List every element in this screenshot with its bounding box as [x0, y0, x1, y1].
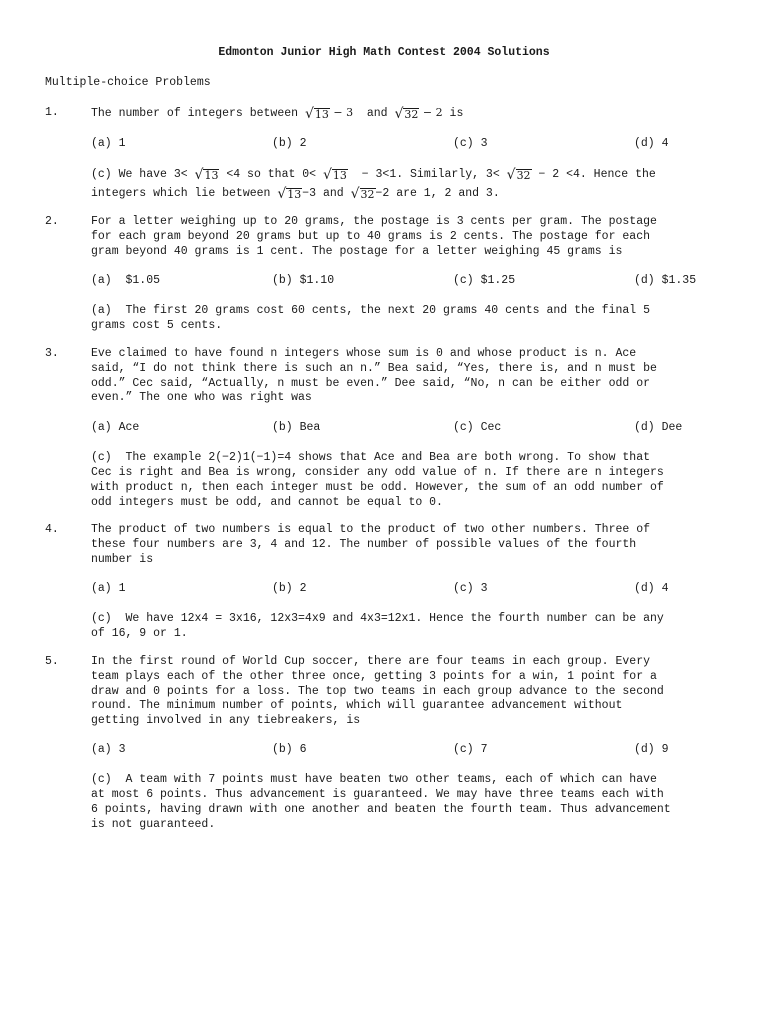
problem-stem: For a letter weighing up to 20 grams, the postage is 3 cents per gram. The postage for each gram beyond 20 grams but up to 40 grams is 2 cents. The postage for each gram beyond 40 grams is 1 cent. The postage for a letter weighing 45 grams is [91, 215, 657, 258]
choice-d: (d) Dee [634, 421, 683, 434]
solution-2: (a) The first 20 grams cost 60 cents, the next 20 grams 40 cents and the final 5 grams cost 5 cents. [91, 304, 650, 332]
choice-c: (c) 3 [453, 582, 488, 595]
problem-stem: In the first round of World Cup soccer, there are four teams in each group. Every team plays each of the other three once, getting 3 points for a win, 1 point for a draw and 0 points for a loss. The top two teams in each group advance to the second round. The minimum number of points, which will guarantee advancement without getting involved in any tiebreakers, is [91, 655, 664, 728]
answer-choices [0, 582, 768, 597]
choice-b: (b) 2 [272, 582, 307, 595]
problem-number: 1. [45, 106, 59, 119]
sqrt-expression: √32 [394, 106, 419, 122]
choice-a: (a) $1.05 [91, 274, 161, 287]
choice-b: (b) Bea [272, 421, 321, 434]
choice-a: (a) Ace [91, 421, 140, 434]
choice-c: (c) 3 [453, 137, 488, 150]
solution-4: (c) We have 12x4 = 3x16, 12x3=4x9 and 4x3=12x1. Hence the fourth number can be any of 16, 9 or 1. [91, 612, 664, 640]
choice-c: (c) $1.25 [453, 274, 516, 287]
answer-choices [0, 274, 768, 289]
choice-d: (d) 4 [634, 137, 669, 150]
choice-a: (a) 3 [91, 743, 126, 756]
choice-b: (b) 6 [272, 743, 307, 756]
choice-b: (b) $1.10 [272, 274, 335, 287]
problem-stem: Eve claimed to have found n integers whose sum is 0 and whose product is n. Ace said, “I do not think there is such an n.” Bea said, “Yes, there is, and n must be odd.” Cec said, “Actually, n must be even.” Dee said, “No, n can be either odd or even.” The one who was right was [91, 347, 657, 405]
problem-number: 4. [45, 523, 59, 536]
choice-c: (c) Cec [453, 421, 502, 434]
choice-a: (a) 1 [91, 137, 126, 150]
answer-choices [0, 743, 768, 758]
page-title: Edmonton Junior High Math Contest 2004 Solutions [218, 46, 550, 59]
problem-number: 5. [45, 655, 59, 668]
choice-d: (d) 9 [634, 743, 669, 756]
answer-choices [0, 137, 768, 152]
section-heading: Multiple-choice Problems [45, 76, 211, 89]
problem-number: 3. [45, 347, 59, 360]
answer-choices [0, 421, 768, 436]
solution-5: (c) A team with 7 points must have beaten two other teams, each of which can have at most 6 points. Thus advancement is guaranteed. We may have three teams each with 6 points, having drawn with one another and beaten the fourth team. Thus advancement is not guaranteed. [91, 773, 671, 831]
sqrt-expression: √13 [304, 106, 329, 122]
solution-1: (c) We have 3< √13 <4 so that 0< √13 − 3<1. Similarly, 3< √32 − 2 <4. Hence the integers which lie between √13−3 and √32−2 are 1, 2 and 3. [91, 167, 656, 202]
problem-number: 2. [45, 215, 59, 228]
solution-3: (c) The example 2(−2)1(−1)=4 shows that Ace and Bea are both wrong. To show that Cec is right and Bea is wrong, consider any odd value of n. If there are n integers with product n, then each integer must be odd. However, the sum of an odd number of odd integers must be odd, and cannot be equal to 0. [91, 451, 664, 509]
choice-c: (c) 7 [453, 743, 488, 756]
choice-d: (d) $1.35 [634, 274, 697, 287]
problem-stem: The number of integers between √13 − 3 and √32 − 2 is [91, 106, 464, 122]
choice-b: (b) 2 [272, 137, 307, 150]
problem-stem: The product of two numbers is equal to the product of two other numbers. Three of these four numbers are 3, 4 and 12. The number of possible values of the fourth number is [91, 523, 650, 566]
choice-a: (a) 1 [91, 582, 126, 595]
choice-d: (d) 4 [634, 582, 669, 595]
